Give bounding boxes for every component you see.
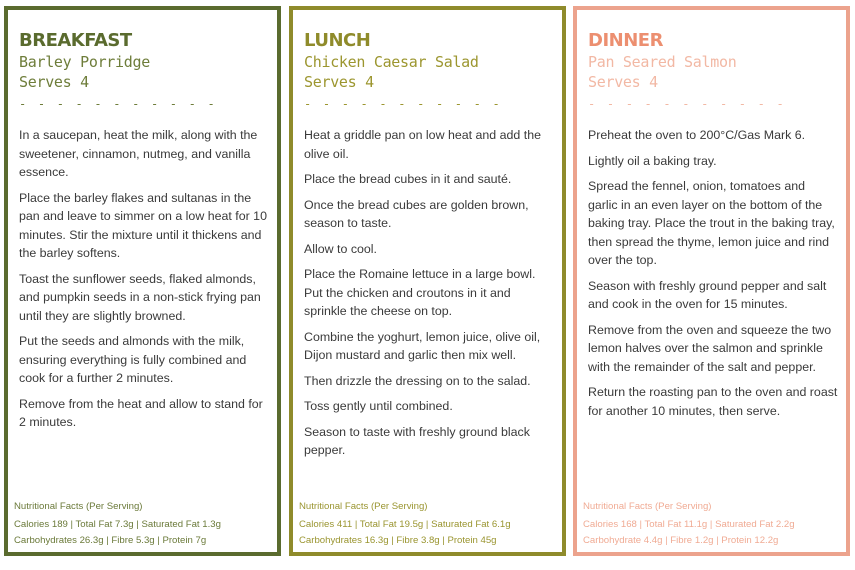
- recipe-step: In a saucepan, heat the milk, along with the sweetener, cinnamon, nutmeg, and vanilla essence.: [19, 128, 258, 179]
- serves-count: Serves 4: [19, 73, 89, 91]
- nutrition-line: Carbohydrates 16.3g | Fibre 3.8g | Protein 45g: [299, 534, 497, 546]
- recipe-step: Once the bread cubes are golden brown, season to taste.: [304, 197, 529, 230]
- dish-name: Barley Porridge: [19, 53, 150, 71]
- recipe-steps: [19, 126, 269, 439]
- dish-name: Chicken Caesar Salad: [304, 53, 479, 71]
- recipe-step: Toss gently until combined.: [304, 399, 453, 413]
- nutrition-facts: [299, 499, 558, 549]
- nutrition-title: Nutritional Facts (Per Serving): [299, 500, 428, 512]
- meal-title: LUNCH: [304, 30, 371, 51]
- dish-name: Pan Seared Salmon: [588, 53, 737, 71]
- breakfast-card: [4, 6, 281, 556]
- recipe-step: Lightly oil a baking tray.: [588, 153, 717, 168]
- recipe-step: Then drizzle the dressing on to the salad.: [304, 373, 531, 388]
- dashed-divider: - - - - - - - - - - -: [304, 97, 502, 111]
- recipe-step: Season to taste with freshly ground black pepper.: [304, 424, 530, 457]
- nutrition-line: Calories 411 | Total Fat 19.5g | Saturated Fat 6.1g: [299, 519, 511, 530]
- nutrition-title: Nutritional Facts (Per Serving): [14, 500, 143, 512]
- lunch-card: [289, 6, 566, 556]
- nutrition-line: Calories 189 | Total Fat 7.3g | Saturated Fat 1.3g: [14, 519, 221, 530]
- recipe-step: Remove from the heat and allow to stand for 2 minutes.: [19, 396, 263, 429]
- recipe-step: Place the barley flakes and sultanas in the pan and leave to simmer on a low heat for 10 minutes. Stir the mixture until it thickens and the barley softens.: [19, 190, 267, 260]
- nutrition-line: Calories 168 | Total Fat 11.1g | Saturated Fat 2.2g: [583, 519, 795, 530]
- recipe-steps: [304, 126, 554, 467]
- card-header: [304, 30, 554, 110]
- recipe-step: Return the roasting pan to the oven and roast for another 10 minutes, then serve.: [588, 385, 838, 418]
- serves-count: Serves 4: [304, 73, 374, 91]
- nutrition-title: Nutritional Facts (Per Serving): [583, 500, 712, 512]
- recipe-step: Remove from the oven and squeeze the two lemon halves over the salmon and sprinkle with the remainder of the salt and pepper.: [588, 322, 832, 374]
- recipe-step: Spread the fennel, onion, tomatoes and garlic in an even layer on the bottom of the baking tray. Place the trout in the baking tray, then spread the thyme, lemon juice and rind over the top.: [588, 179, 835, 267]
- recipe-step: Preheat the oven to 200°C/Gas Mark 6.: [588, 128, 806, 142]
- meal-title: DINNER: [588, 30, 663, 51]
- recipe-step: Allow to cool.: [304, 241, 378, 256]
- nutrition-line: Carbohydrate 4.4g | Fibre 1.2g | Protein 12.2g: [583, 534, 779, 546]
- card-header: [588, 30, 838, 110]
- meal-title: BREAKFAST: [19, 30, 132, 51]
- recipe-step: Put the seeds and almonds with the milk, ensuring everything is fully combined and cook for a further 2 minutes.: [19, 334, 247, 385]
- recipe-step: Toast the sunflower seeds, flaked almonds, and pumpkin seeds in a non-stick frying pan until they are slightly browned.: [19, 271, 261, 323]
- recipe-step: Combine the yoghurt, lemon juice, olive oil, Dijon mustard and garlic then mix well.: [304, 329, 541, 362]
- dashed-divider: - - - - - - - - - - -: [19, 97, 217, 111]
- recipe-step: Place the bread cubes in it and sauté.: [304, 172, 512, 186]
- card-header: [19, 30, 269, 110]
- nutrition-facts: [583, 499, 842, 549]
- recipe-step: Heat a griddle pan on low heat and add the olive oil.: [304, 128, 541, 161]
- dashed-divider: - - - - - - - - - - -: [588, 97, 786, 111]
- serves-count: Serves 4: [588, 73, 658, 91]
- recipe-steps: [588, 126, 838, 427]
- recipe-step: Season with freshly ground pepper and salt and cook in the oven for 15 minutes.: [588, 278, 827, 311]
- nutrition-line: Carbohydrates 26.3g | Fibre 5.3g | Protein 7g: [14, 534, 207, 546]
- recipe-step: Place the Romaine lettuce in a large bowl. Put the chicken and croutons in it and sprinkle the cheese on top.: [304, 267, 536, 318]
- dinner-card: [573, 6, 850, 556]
- nutrition-facts: [14, 499, 273, 549]
